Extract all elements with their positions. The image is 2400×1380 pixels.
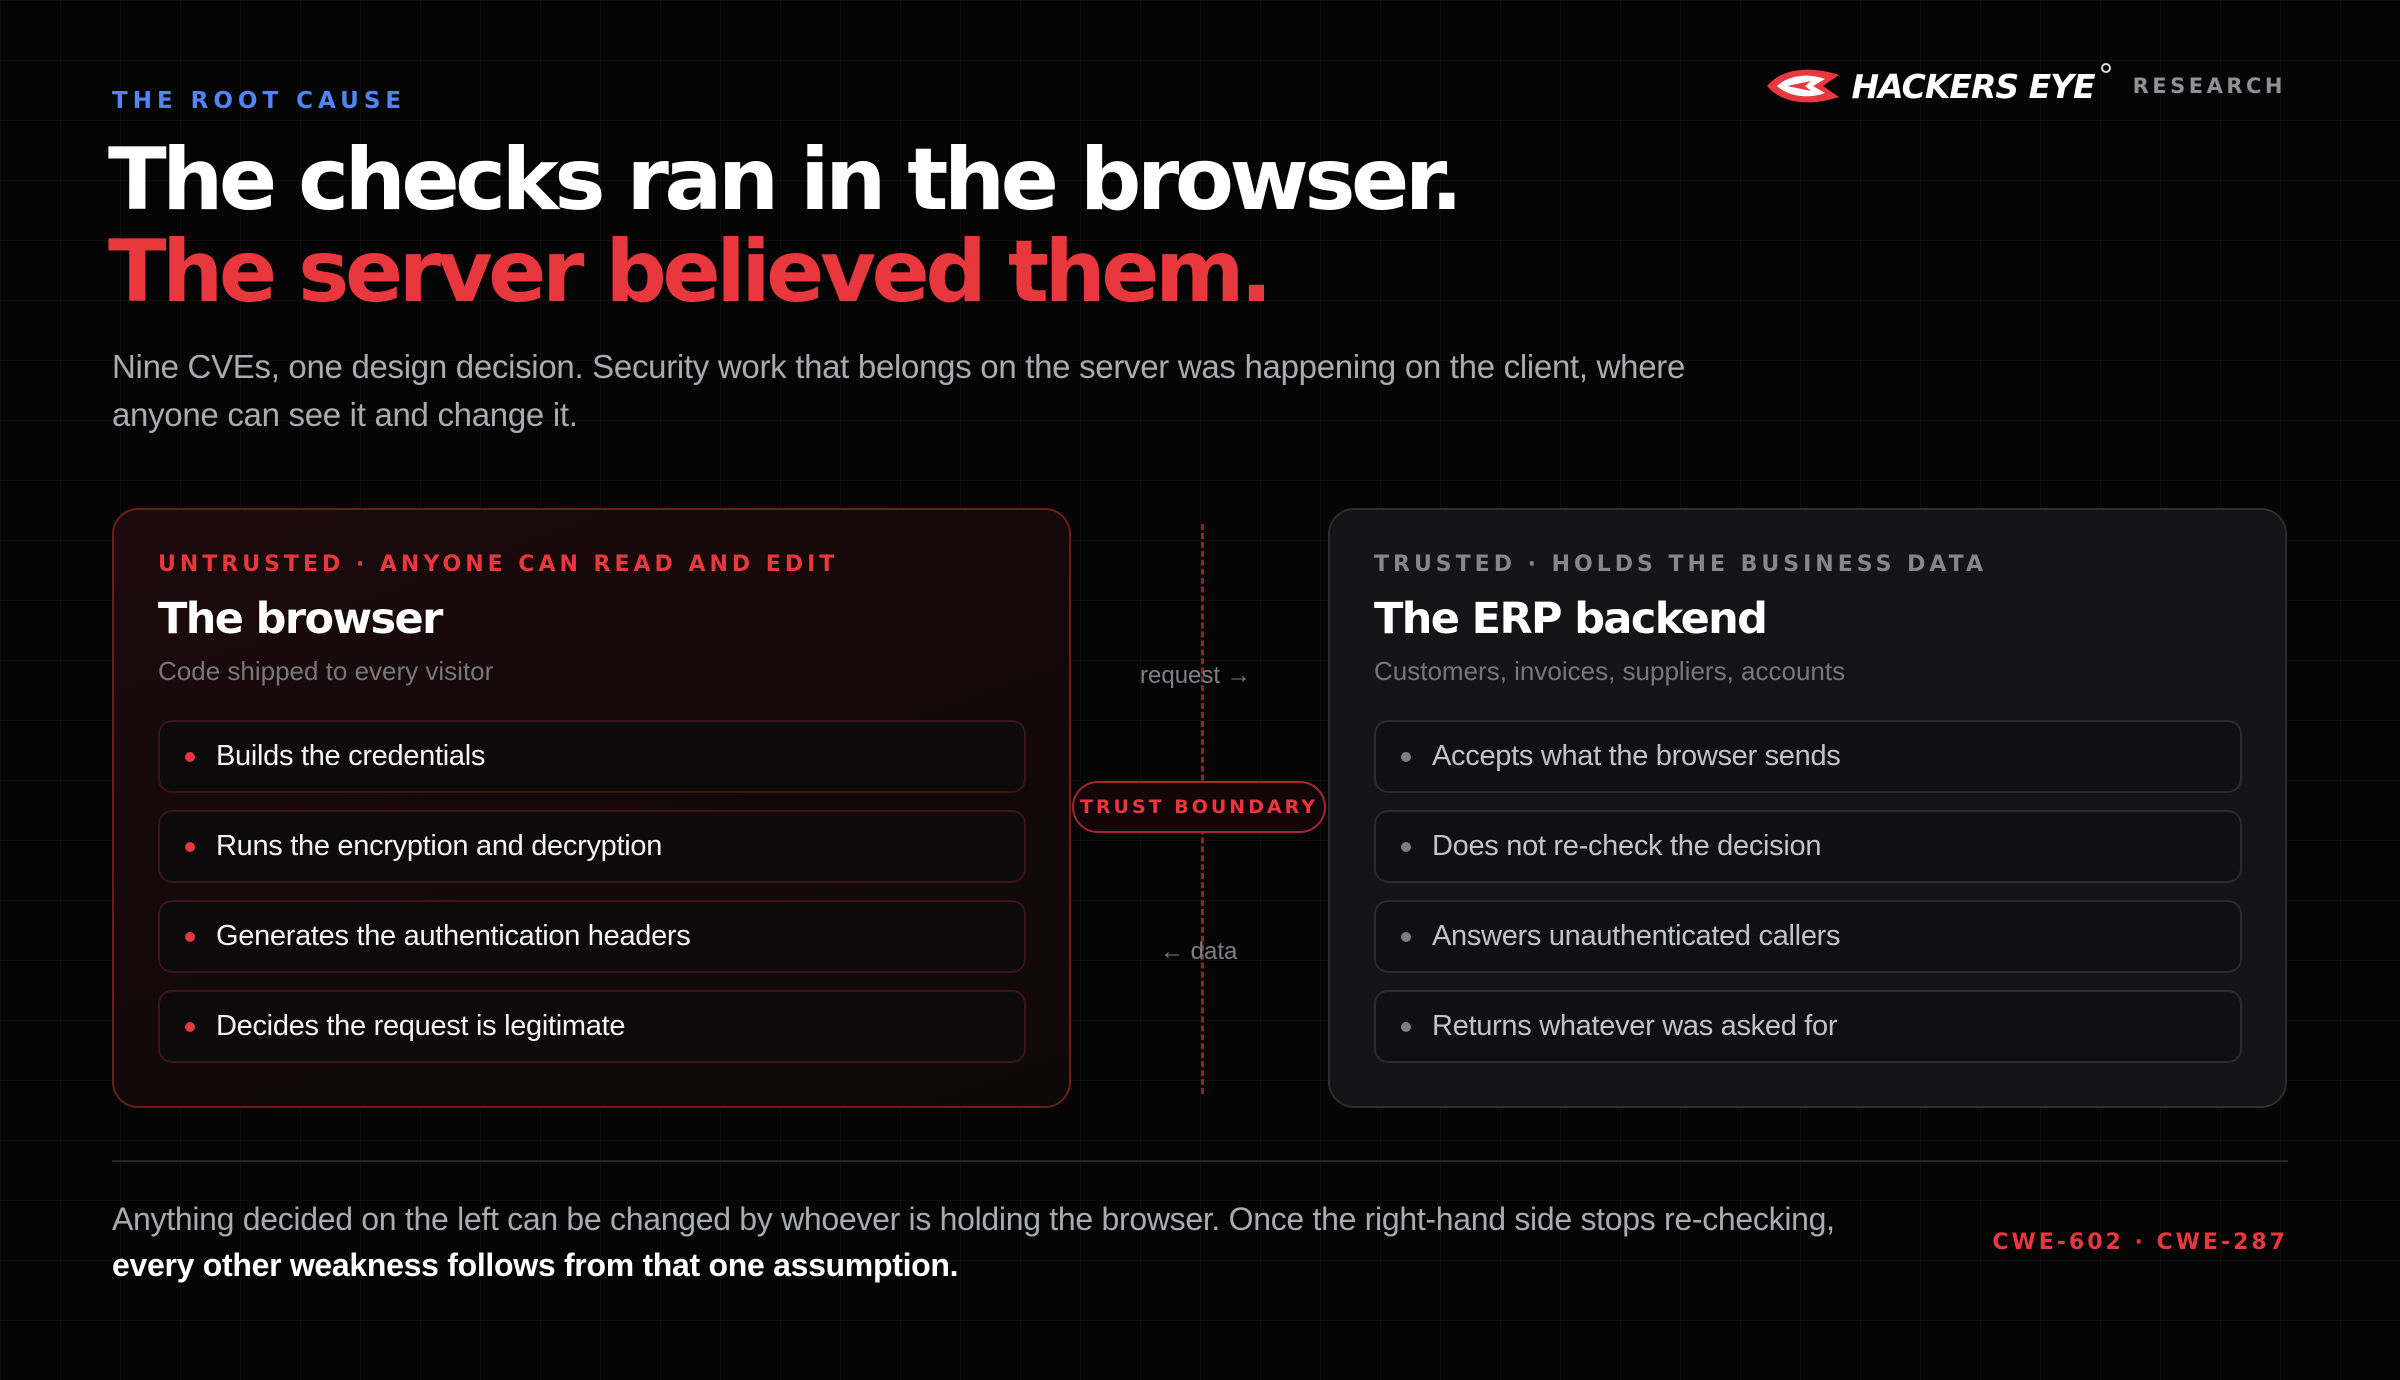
brand (1763, 58, 2286, 114)
browser-panel-title: The browser (158, 594, 442, 644)
list-item (1374, 990, 2242, 1063)
list-item-label: Decides the request is legitimate (216, 1010, 626, 1042)
list-item (1374, 810, 2242, 883)
brand-ring-icon (2101, 63, 2111, 73)
data-arrow-label: ← data (1160, 938, 1238, 965)
bullet-dot-icon (185, 752, 195, 762)
browser-panel (112, 508, 1071, 1108)
lede-paragraph: Nine CVEs, one design decision. Security work that belongs on the server was happening on the client, where anyone can see it and change it. (112, 348, 1685, 433)
bullet-dot-icon (1401, 752, 1411, 762)
bullet-dot-icon (185, 932, 195, 942)
footer-line-2: every other weakness follows from that one assumption. (112, 1247, 959, 1283)
list-item (1374, 720, 2242, 793)
brand-sub: RESEARCH (2132, 74, 2286, 98)
backend-panel-title: The ERP backend (1374, 594, 1767, 644)
browser-panel-eyebrow: UNTRUSTED · ANYONE CAN READ AND EDIT (158, 552, 839, 577)
bullet-dot-icon (185, 842, 195, 852)
list-item (158, 810, 1026, 883)
request-arrow-label: request → (1140, 662, 1251, 689)
backend-panel (1328, 508, 2287, 1108)
list-item-label: Runs the encryption and decryption (216, 830, 663, 862)
list-item-label: Returns whatever was asked for (1432, 1010, 1838, 1042)
backend-behaviours-list (1374, 720, 2242, 1080)
browser-responsibilities-list (158, 720, 1026, 1080)
footer-line-1: Anything decided on the left can be changed by whoever is holding the browser. Once the right-hand side stops re-checking, (112, 1201, 1835, 1237)
backend-panel-subtitle: Customers, invoices, suppliers, accounts (1374, 656, 1846, 686)
brand-name-text: HACKERS EYE (1851, 66, 2095, 106)
bullet-dot-icon (1401, 1022, 1411, 1032)
brand-name (1851, 67, 2094, 106)
hackers-eye-logo-icon (1763, 63, 1843, 109)
page-title (108, 130, 1459, 322)
section-eyebrow: THE ROOT CAUSE (112, 88, 407, 114)
list-item (158, 900, 1026, 973)
bullet-dot-icon (1401, 932, 1411, 942)
cwe-tags: CWE-602 · CWE-287 (1992, 1230, 2288, 1255)
footer-conclusion (112, 1196, 1932, 1288)
list-item (158, 720, 1026, 793)
title-line-2: The server believed them. (108, 222, 1269, 322)
list-item-label: Generates the authentication headers (216, 920, 691, 952)
list-item-label: Does not re-check the decision (1432, 830, 1822, 862)
list-item (158, 990, 1026, 1063)
trust-boundary-badge: TRUST BOUNDARY (1072, 781, 1326, 833)
list-item-label: Answers unauthenticated callers (1432, 920, 1841, 952)
footer-divider (112, 1160, 2288, 1162)
list-item-label: Accepts what the browser sends (1432, 740, 1841, 772)
bullet-dot-icon (1401, 842, 1411, 852)
list-item (1374, 900, 2242, 973)
backend-panel-eyebrow: TRUSTED · HOLDS THE BUSINESS DATA (1374, 552, 1988, 577)
browser-panel-subtitle: Code shipped to every visitor (158, 656, 494, 686)
list-item-label: Builds the credentials (216, 740, 486, 772)
bullet-dot-icon (185, 1022, 195, 1032)
title-line-1: The checks ran in the browser. (108, 130, 1459, 230)
